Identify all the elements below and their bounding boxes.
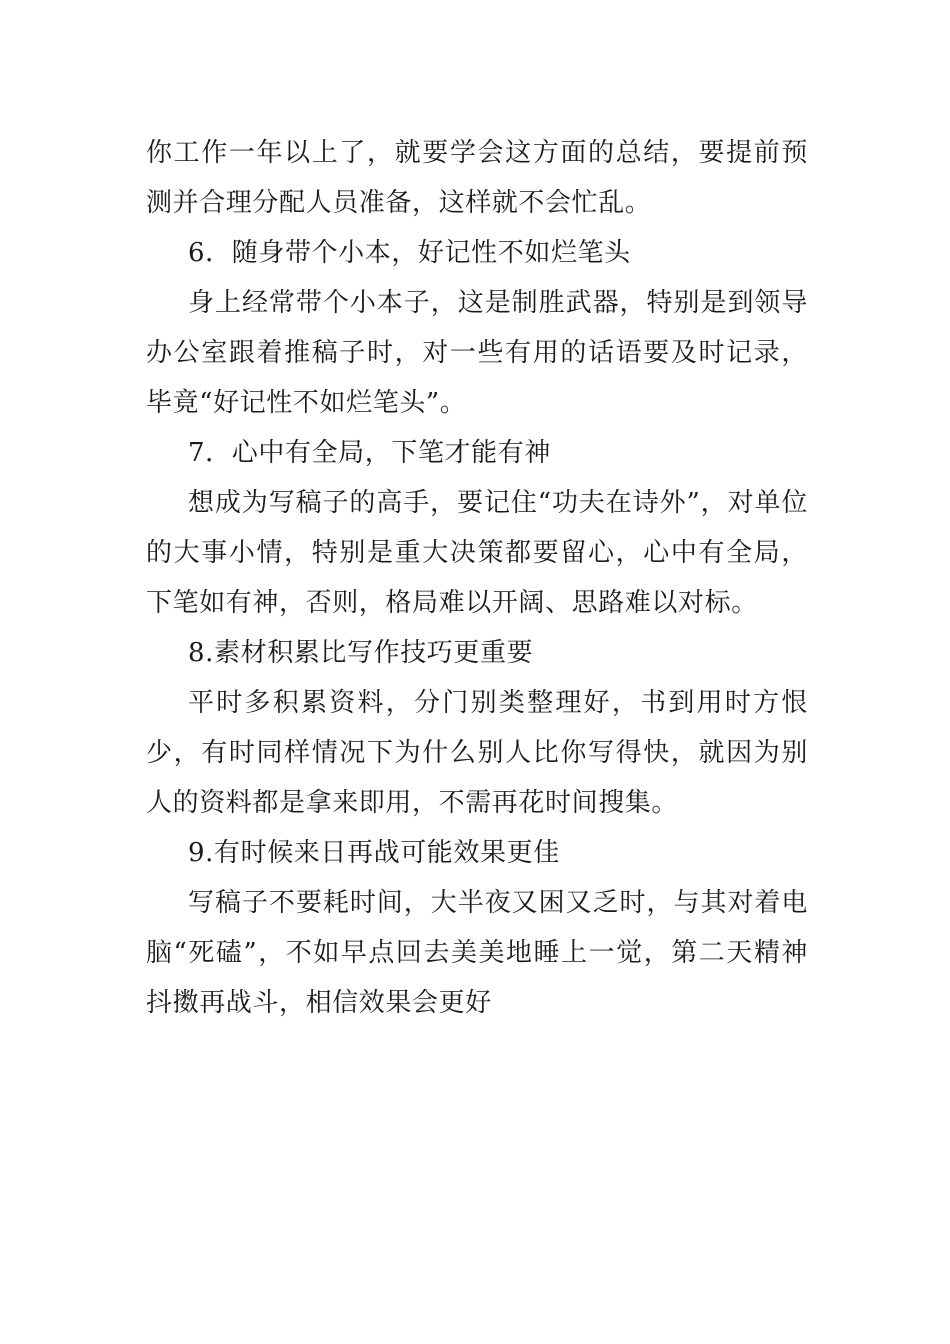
section-heading-9: 9.有时候来日再战可能效果更佳: [188, 838, 560, 868]
section-heading-7: 7．心中有全局，下笔才能有神: [188, 438, 551, 468]
document-body: [146, 128, 808, 1028]
paragraph-continuation: 你工作一年以上了，就要学会这方面的总结，要提前预测并合理分配人员准备，这样就不会忙乱。: [146, 138, 808, 218]
paragraph-9: 写稿子不要耗时间，大半夜又困又乏时，与其对着电脑“死磕”，不如早点回去美美地睡上一觉，第二天精神抖擞再战斗，相信效果会更好: [146, 888, 808, 1018]
section-heading-8: 8.素材积累比写作技巧更重要: [188, 638, 534, 668]
paragraph-8: 平时多积累资料，分门别类整理好，书到用时方恨少，有时同样情况下为什么别人比你写得快，就因为别人的资料都是拿来即用，不需再花时间搜集。: [146, 688, 808, 818]
paragraph-6: 身上经常带个小本子，这是制胜武器，特别是到领导办公室跟着推稿子时，对一些有用的话语要及时记录，毕竟“好记性不如烂笔头”。: [146, 288, 808, 418]
paragraph-7: 想成为写稿子的高手，要记住“功夫在诗外”，对单位的大事小情，特别是重大决策都要留心，心中有全局，下笔如有神，否则，格局难以开阔、思路难以对标。: [146, 488, 808, 618]
section-heading-6: 6．随身带个小本，好记性不如烂笔头: [188, 238, 631, 268]
